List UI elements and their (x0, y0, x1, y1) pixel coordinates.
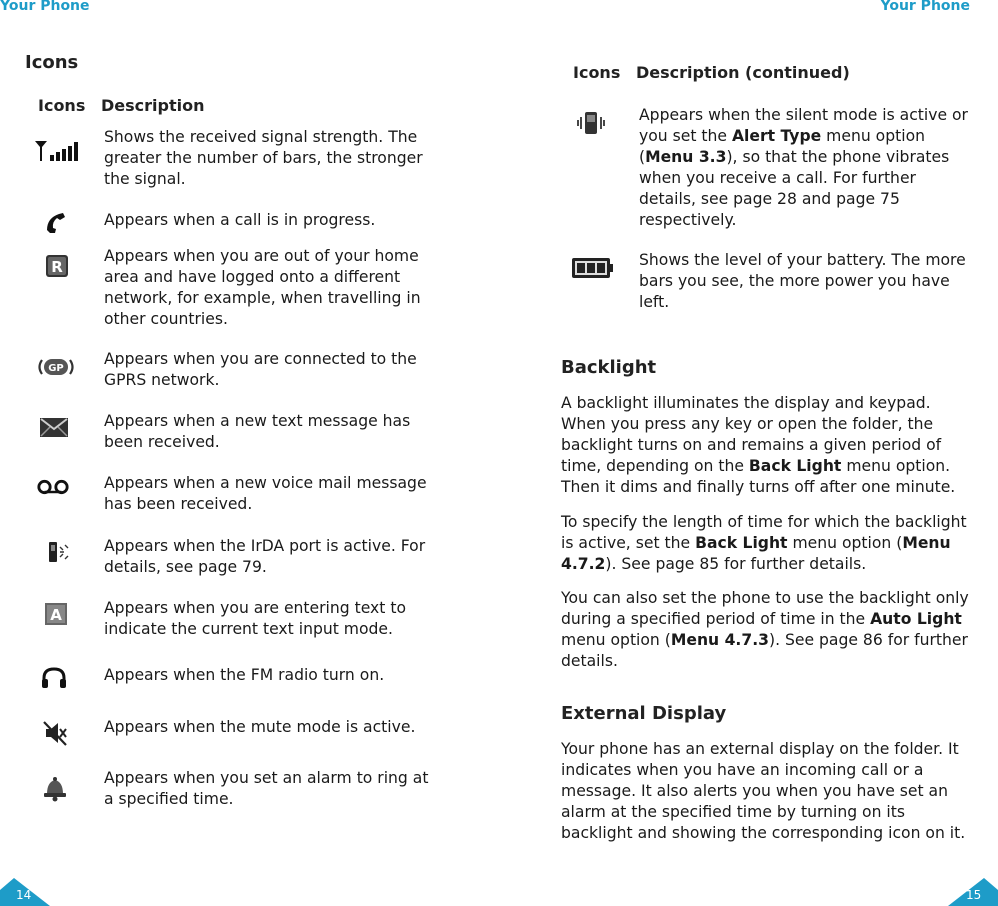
gprs-icon (36, 353, 76, 381)
description-column-header-continued: Description (continued) (636, 63, 850, 82)
roaming-icon (40, 252, 74, 280)
svg-text:R: R (51, 258, 63, 276)
external-display-paragraph: Your phone has an external display on the folder. It indicates when you have an incoming call or a message. It also alerts you when you have set an alarm at the specified time by turning on its backlight and showing the corresponding icon on it. (561, 740, 966, 842)
back-light-label: Back Light (748, 457, 842, 475)
signal-strength-icon (34, 137, 82, 165)
backlight-paragraph-1: A backlight illuminates the display and keypad. When you press any key or open the folder, the backlight turns on and remains a given period of time, depending on the Back Light menu option. Then it dims and finally turns off after one minute. (561, 394, 956, 496)
icon-description: Appears when the FM radio turn on. (104, 666, 385, 684)
left-page-number (0, 878, 50, 906)
mute-icon (38, 719, 72, 747)
backlight-paragraph-2: To specify the length of time for which the backlight is active, set the Back Light menu option (Menu 4.7.2). See page 85 for further details. (561, 513, 967, 573)
text-message-icon (37, 413, 71, 441)
backlight-paragraph-3: You can also set the phone to use the backlight only during a specified period of time in the Auto Light menu option (Menu 4.7.3). See page 86 for further details. (561, 589, 969, 670)
icon-description: Appears when the IrDA port is active. For details, see page 79. (104, 537, 426, 576)
backlight-section-title: Backlight (561, 357, 657, 378)
battery-description: Shows the level of your battery. The more bars you see, the more power you have left. (639, 251, 966, 311)
silent-mode-description: Appears when the silent mode is active or you set the Alert Type menu option (Menu 3.3), so that the phone vibrates when you receive a call. For further details, see page 28 and page 75 respectively. (639, 106, 968, 229)
icon-description: Appears when you set an alarm to ring at a specified time. (104, 769, 429, 808)
menu-3-3-label: Menu 3.3 (645, 148, 727, 166)
icon-description: Appears when the mute mode is active. (104, 718, 416, 736)
description-column-header: Description (101, 96, 205, 115)
icon-description: Appears when a new text message has been received. (104, 412, 411, 451)
icon-description: Appears when you are connected to the GPRS network. (104, 350, 417, 389)
icon-description: Appears when you are entering text to indicate the current text input mode. (104, 599, 407, 638)
icons-column-header: Icons (38, 96, 86, 115)
back-light-label: Back Light (695, 534, 788, 552)
text-input-mode-icon (39, 600, 73, 628)
battery-level-icon (570, 254, 614, 282)
fm-radio-icon (37, 665, 71, 693)
right-page-header: Your Phone (880, 0, 970, 14)
vibrate-silent-icon (574, 109, 608, 137)
icon-description: Appears when a call is in progress. (104, 211, 376, 229)
alarm-icon (38, 774, 72, 802)
svg-text:A: A (50, 606, 62, 624)
right-page-number (948, 878, 998, 906)
icon-description: Shows the received signal strength. The greater the number of bars, the stronger the signal. (104, 128, 423, 188)
left-page-number-text: 14 (16, 888, 32, 902)
icon-description: Appears when you are out of your home area and have logged onto a different network, for example, when travelling in other countries. (104, 247, 421, 328)
irda-icon (40, 538, 74, 566)
menu-4-7-2-label: Menu 4.7.2 (561, 534, 951, 573)
icons-column-header-continued: Icons (573, 63, 621, 82)
external-display-section-title: External Display (561, 703, 727, 724)
voice-mail-icon (36, 473, 70, 501)
right-page-number-text: 15 (966, 888, 982, 902)
left-page-header: Your Phone (0, 0, 90, 14)
icons-section-title: Icons (25, 52, 79, 73)
menu-4-7-3-label: Menu 4.7.3 (670, 631, 769, 649)
auto-light-label: Auto Light (870, 610, 962, 628)
call-in-progress-icon (40, 208, 74, 236)
svg-text:GP: GP (48, 363, 64, 374)
icon-description: Appears when a new voice mail message has been received. (104, 474, 427, 513)
alert-type-label: Alert Type (731, 127, 822, 145)
